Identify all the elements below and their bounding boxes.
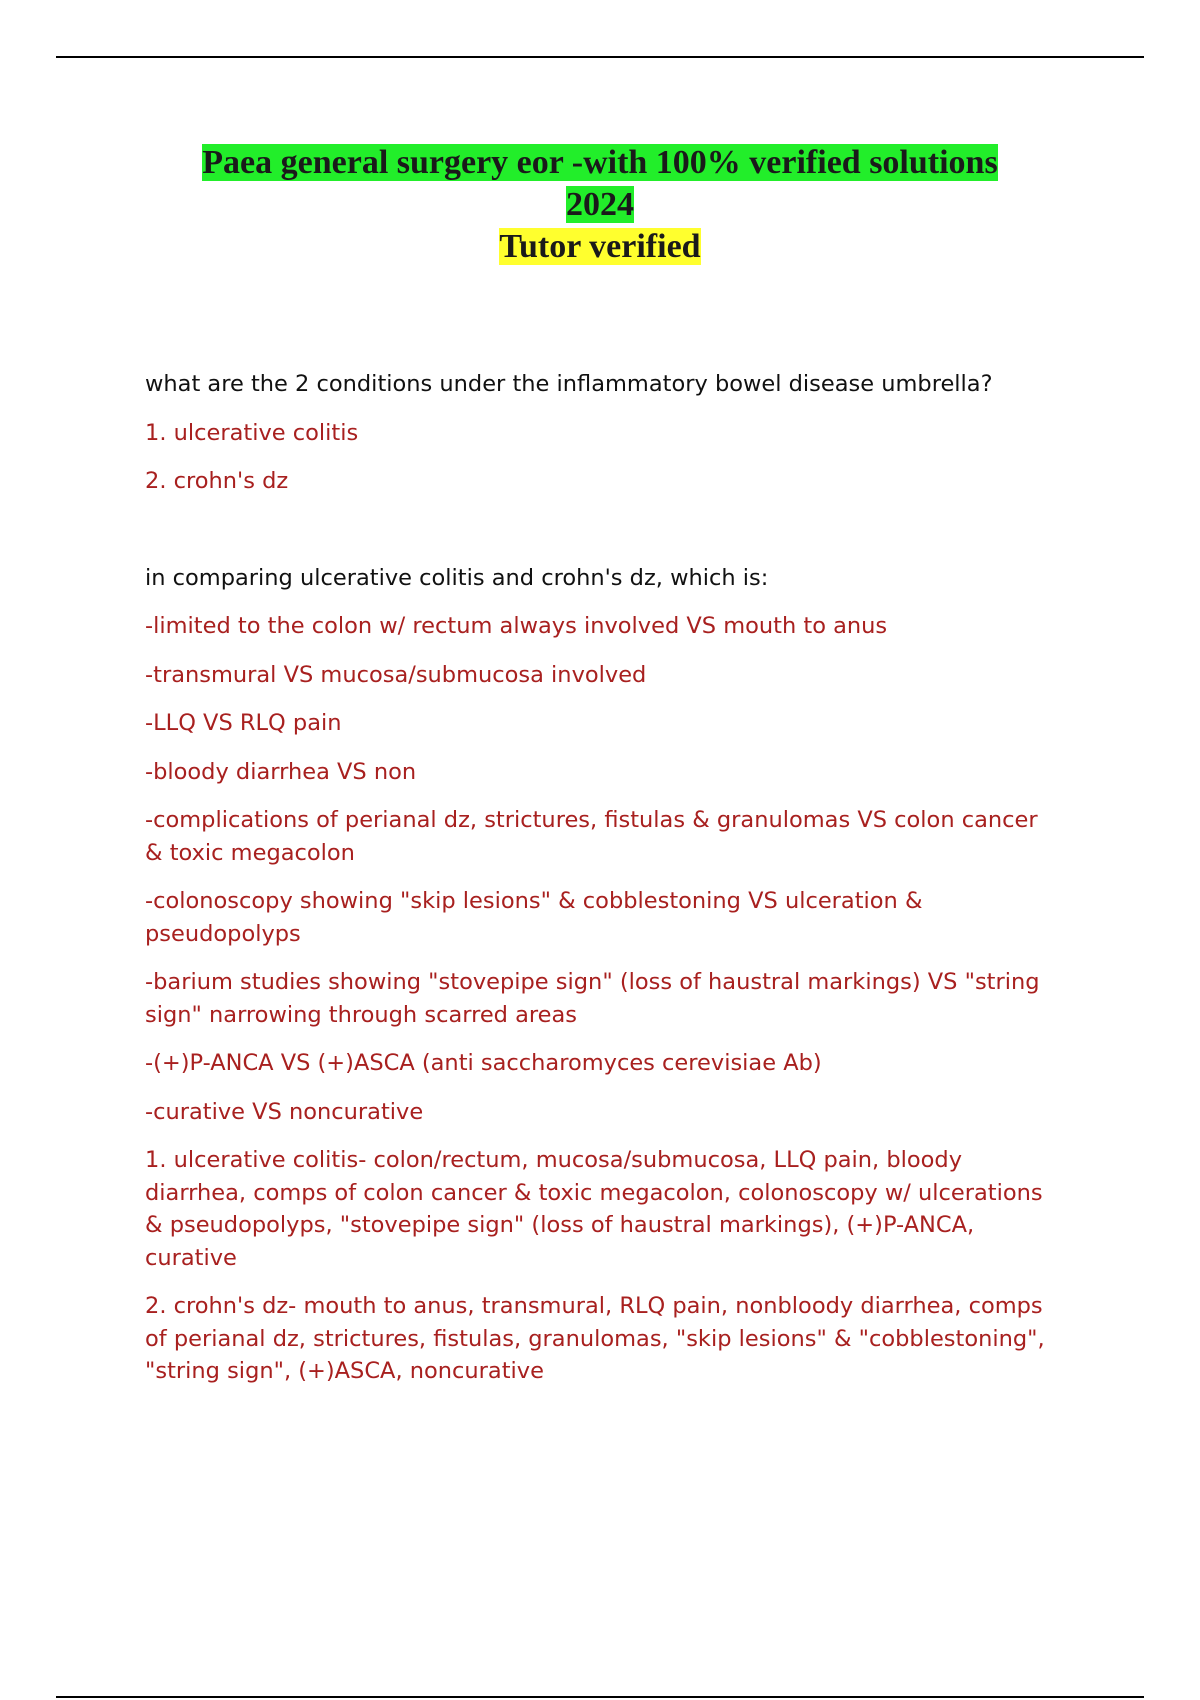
answer-line: 2. crohn's dz- mouth to anus, transmural, RLQ pain, nonbloody diarrhea, comps of perianal dz, strictures, fistulas, granulomas, "skip lesions" & "cobblestoning", "string sign", (+)ASCA, noncurative [145,1293,1045,1384]
question-text: in comparing ulcerative colitis and crohn's dz, which is: [145,564,769,591]
document-title [0,142,1200,268]
answer-line: -transmural VS mucosa/submucosa involved [145,661,647,688]
top-rule [56,56,1144,58]
answer-line: 1. ulcerative colitis- colon/rectum, mucosa/submucosa, LLQ pain, bloody diarrhea, comps of colon cancer & toxic megacolon, colonoscopy w/ ulcerations & pseudopolyps, "stovepipe sign" (loss of haustral markings), (+)P-ANCA, curative [145,1147,1043,1271]
bottom-rule [56,1696,1144,1698]
answer-line: 1. ulcerative colitis [145,419,359,446]
answer-line: -complications of perianal dz, strictures, fistulas & granulomas VS colon cancer & toxic megacolon [145,807,1038,866]
title-part-2: -with 100% verified solutions [571,144,998,181]
answer-line: -curative VS noncurative [145,1098,424,1125]
answer-line: -limited to the colon w/ rectum always involved VS mouth to anus [145,613,888,639]
answer-line: -LLQ VS RLQ pain [145,710,342,736]
answer-line: -bloody diarrhea VS non [145,758,417,785]
answer-line: -barium studies showing "stovepipe sign" (loss of haustral markings) VS "string sign" narrowing through scarred areas [145,969,1040,1028]
title-tutor-verified: Tutor verified [499,228,701,265]
answer-line: -colonoscopy showing "skip lesions" & cobblestoning VS ulceration & pseudopolyps [145,888,923,947]
answer-line: 2. crohn's dz [145,468,289,494]
title-part-1: Paea general surgery eor [202,144,572,181]
document-body [145,368,1045,1404]
title-line-3 [0,226,1200,268]
answer-line: -(+)P-ANCA VS (+)ASCA (anti saccharomyces cerevisiae Ab) [145,1050,822,1076]
qa-section-1 [145,368,1045,498]
title-line-1 [0,142,1200,184]
section-gap [145,514,1045,562]
title-year: 2024 [566,186,634,223]
title-line-2 [0,184,1200,226]
question-text: what are the 2 conditions under the inflammatory bowel disease umbrella? [145,371,993,397]
qa-section-2 [145,562,1045,1388]
